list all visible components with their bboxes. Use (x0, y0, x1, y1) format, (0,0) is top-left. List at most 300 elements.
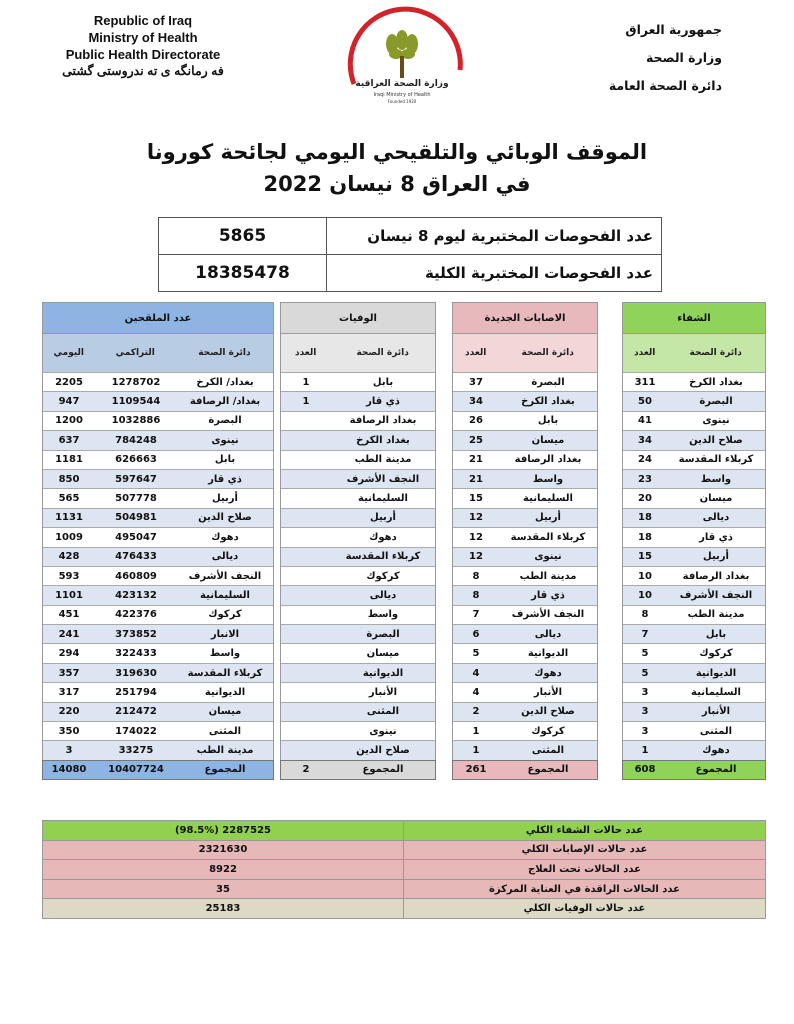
table-row (623, 469, 765, 488)
total-label: المجموع (204, 764, 246, 776)
cell-cumulative: 1109544 (111, 396, 161, 408)
cell-count (281, 644, 331, 662)
cell-count (281, 606, 331, 624)
cell-dept: مدينة الطب (519, 570, 577, 582)
table-row (43, 411, 273, 430)
table-row (623, 585, 765, 604)
cell-dept: بغداد الكرخ (521, 396, 575, 408)
cell-dept: الديوانية (362, 667, 404, 679)
cell-daily: 294 (58, 648, 80, 660)
cell-count: 5 (472, 648, 480, 660)
cell-cumulative: 495047 (115, 531, 157, 543)
cell-cumulative: 33275 (118, 745, 154, 757)
cell-cumulative: 373852 (115, 628, 157, 640)
cell-count: 1 (302, 376, 310, 388)
total-count: 608 (634, 764, 656, 776)
cell-daily: 1131 (55, 512, 83, 524)
cell-dept: صلاح الدين (521, 706, 575, 718)
cell-cumulative: 597647 (115, 473, 157, 485)
cell-daily: 1009 (55, 531, 83, 543)
cell-dept: نينوى (702, 415, 730, 427)
cell-dept: الانبار (210, 628, 240, 640)
cell-cumulative: 784248 (115, 434, 157, 446)
cell-daily: 220 (58, 706, 80, 718)
cell-dept: دهوك (211, 531, 239, 543)
cell-dept: بابل (372, 376, 394, 388)
header-ar-line: جمهورية العراق (625, 22, 722, 37)
cell-count: 311 (634, 376, 656, 388)
table-row (623, 740, 765, 759)
table-row (43, 391, 273, 410)
cell-dept: البصرة (208, 415, 242, 427)
cell-cumulative: 460809 (115, 570, 157, 582)
cell-count: 12 (469, 512, 483, 524)
cell-dept: نينوى (534, 551, 562, 563)
cell-dept: الديوانية (695, 667, 737, 679)
cell-dept: بغداد الكرخ (356, 434, 410, 446)
cell-dept: ذي قار (699, 531, 733, 543)
table-row (43, 585, 273, 604)
cell-count: 23 (638, 473, 652, 485)
table-row (453, 624, 597, 643)
cell-count: 15 (469, 493, 483, 505)
summary-value: 2321630 (43, 840, 404, 860)
summary-row (43, 879, 766, 899)
cell-dept: كركوك (208, 609, 242, 621)
recovery-total (622, 760, 766, 780)
table-row (453, 372, 597, 391)
cell-count: 15 (638, 551, 652, 563)
table-row (43, 450, 273, 469)
cell-count (281, 548, 331, 566)
cell-count: 7 (472, 609, 480, 621)
table-row (281, 508, 435, 527)
cell-dept: صلاح الدين (356, 745, 410, 757)
table-row (281, 469, 435, 488)
cell-dept: الديوانية (527, 648, 569, 660)
cell-dept: الأنبار (533, 686, 563, 698)
cell-dept: واسط (367, 609, 399, 621)
summary-row (43, 821, 766, 841)
col-count: العدد (634, 348, 656, 358)
table-row (453, 527, 597, 546)
total-tests-value: 18385478 (159, 255, 327, 292)
table-row (43, 527, 273, 546)
cell-dept: بغداد الرصافة (349, 415, 417, 427)
table-row (43, 566, 273, 585)
daily-tests-label: عدد الفحوصات المختبرية ليوم 8 نيسان (327, 218, 662, 255)
logo-founded: Founded 1920 (387, 99, 417, 104)
cell-dept: ديالى (534, 628, 562, 640)
header-en-line: Public Health Directorate (65, 47, 221, 62)
recovery-rows (622, 372, 766, 760)
table-row (43, 508, 273, 527)
table-row (43, 372, 273, 391)
summary-label: عدد حالات الإصابات الكلي (404, 840, 766, 860)
vaccinated-title: عدد الملقحين (42, 302, 274, 334)
cell-dept: المثنى (366, 706, 400, 718)
table-row (623, 547, 765, 566)
cell-dept: أربيل (370, 512, 396, 524)
table-row (623, 527, 765, 546)
cell-count: 26 (469, 415, 483, 427)
cell-dept: بابل (705, 628, 727, 640)
cell-count: 1 (472, 745, 480, 757)
deaths-total (280, 760, 436, 780)
cell-dept: المثنى (208, 725, 242, 737)
cell-dept: واسط (700, 473, 732, 485)
table-row (43, 682, 273, 701)
header-ar-line: دائرة الصحة العامة (608, 78, 722, 93)
cell-count: 10 (638, 570, 652, 582)
table-row (43, 605, 273, 624)
cell-dept: ميسان (699, 493, 733, 505)
table-row (623, 488, 765, 507)
cell-dept: المثنى (699, 725, 733, 737)
table-row (623, 682, 765, 701)
cell-count (281, 451, 331, 469)
table-row (453, 740, 597, 759)
deaths-title: الوفيات (280, 302, 436, 334)
cell-dept: كربلاء المقدسة (345, 551, 421, 563)
cell-count (281, 703, 331, 721)
ministry-logo (332, 4, 482, 114)
cell-dept: النجف الأشرف (511, 609, 585, 621)
cell-dept: ديالى (702, 512, 730, 524)
table-row (453, 391, 597, 410)
cell-cumulative: 422376 (115, 609, 157, 621)
summary-value: (98.5%) 2287525 (43, 821, 404, 841)
cell-count: 1 (472, 725, 480, 737)
cell-daily: 1200 (55, 415, 83, 427)
cell-dept: كربلاء المقدسة (187, 667, 263, 679)
cell-count: 12 (469, 531, 483, 543)
table-row (281, 682, 435, 701)
cell-count: 3 (641, 686, 649, 698)
table-row (43, 547, 273, 566)
table-row (453, 547, 597, 566)
cell-dept: ذي قار (208, 473, 242, 485)
cell-dept: نينوى (211, 434, 239, 446)
summary-value: 8922 (43, 860, 404, 880)
cell-count (281, 567, 331, 585)
cell-dept: واسط (532, 473, 564, 485)
total-count: 2 (302, 764, 310, 776)
cell-count: 21 (469, 454, 483, 466)
cell-dept: بغداد الكرخ (689, 376, 743, 388)
cell-count (281, 431, 331, 449)
summary-label: عدد الحالات الراقدة في العناية المركزة (404, 879, 766, 899)
cell-dept: الأنبار (701, 706, 731, 718)
cell-daily: 850 (58, 473, 80, 485)
vaccinated-total (42, 760, 274, 780)
cell-cumulative: 476433 (115, 551, 157, 563)
cell-dept: النجف الأشرف (679, 589, 753, 601)
cell-dept: واسط (209, 648, 241, 660)
total-label: المجموع (362, 764, 404, 776)
cell-dept: المثنى (531, 745, 565, 757)
cell-daily: 593 (58, 570, 80, 582)
cases-total (452, 760, 598, 780)
recovery-title: الشفاء (622, 302, 766, 334)
cell-cumulative: 174022 (115, 725, 157, 737)
col-dept: دائرة الصحة (198, 348, 251, 358)
cases-table (452, 302, 598, 780)
table-row (623, 702, 765, 721)
cell-dept: بغداد الرصافة (682, 570, 750, 582)
cases-title: الاصابات الجديدة (452, 302, 598, 334)
cell-dept: كركوك (366, 570, 400, 582)
header-en-line: Ministry of Health (88, 30, 198, 45)
arabic-header (609, 16, 722, 100)
cell-cumulative: 319630 (115, 667, 157, 679)
cell-dept: كركوك (531, 725, 565, 737)
table-row (453, 450, 597, 469)
cell-cumulative: 1278702 (111, 376, 161, 388)
cell-daily: 357 (58, 667, 80, 679)
cell-daily: 428 (58, 551, 80, 563)
departments-grid (42, 302, 766, 800)
cell-dept: أربيل (212, 493, 238, 505)
cell-count: 20 (638, 493, 652, 505)
vaccinated-rows (42, 372, 274, 760)
cell-cumulative: 423132 (115, 589, 157, 601)
cell-dept: السليمانية (523, 493, 573, 505)
cell-dept: النجف الأشرف (188, 570, 262, 582)
cell-dept: بغداد الرصافة (514, 454, 582, 466)
cell-dept: البصرة (366, 628, 400, 640)
cell-dept: الأنبار (368, 686, 398, 698)
summary-table (42, 820, 766, 919)
cell-daily: 317 (58, 686, 80, 698)
col-count: العدد (294, 348, 317, 358)
header-en-line: Republic of Iraq (93, 13, 193, 28)
summary-value: 25183 (43, 899, 404, 919)
table-row (281, 624, 435, 643)
table-row (281, 488, 435, 507)
cell-dept: بابل (214, 454, 236, 466)
table-row (43, 740, 273, 759)
page-title: الموقف الوبائي والتلقيحي اليومي لجائحة كورونا (146, 140, 648, 164)
cell-count: 34 (638, 434, 652, 446)
cell-dept: كركوك (699, 648, 733, 660)
cell-daily: 947 (58, 396, 80, 408)
cell-count: 5 (641, 648, 649, 660)
table-row (281, 721, 435, 740)
cell-dept: مدينة الطب (354, 454, 412, 466)
table-row (43, 624, 273, 643)
cell-count: 10 (638, 589, 652, 601)
deaths-table (280, 302, 436, 780)
table-row (453, 469, 597, 488)
cell-dept: النجف الأشرف (346, 473, 420, 485)
cell-dept: السليمانية (691, 686, 741, 698)
cell-dept: دهوك (702, 745, 730, 757)
table-row (623, 643, 765, 662)
table-row (453, 508, 597, 527)
vaccinated-table (42, 302, 274, 780)
cell-dept: السليمانية (200, 589, 250, 601)
table-row (43, 663, 273, 682)
total-daily: 14080 (51, 764, 87, 776)
table-row (453, 702, 597, 721)
logo-subtext: Iraqi Ministry of Health (373, 92, 431, 98)
col-dept: دائرة الصحة (356, 348, 409, 358)
cell-count: 24 (638, 454, 652, 466)
table-row (453, 566, 597, 585)
table-row (623, 566, 765, 585)
table-row (281, 605, 435, 624)
table-row (281, 566, 435, 585)
cell-count (281, 528, 331, 546)
table-row (43, 488, 273, 507)
cell-daily: 1181 (55, 454, 83, 466)
cell-count (281, 683, 331, 701)
cell-dept: بابل (537, 415, 559, 427)
summary-row (43, 840, 766, 860)
cell-count: 37 (469, 376, 483, 388)
table-row (623, 372, 765, 391)
cell-dept: ميسان (208, 706, 242, 718)
table-row (43, 643, 273, 662)
table-row (281, 547, 435, 566)
cell-count: 4 (472, 686, 480, 698)
col-dept: دائرة الصحة (689, 348, 742, 358)
table-row (453, 721, 597, 740)
summary-row (43, 899, 766, 919)
table-row (623, 450, 765, 469)
english-header (48, 12, 238, 80)
cell-count: 12 (469, 551, 483, 563)
summary-label: عدد حالات الوفيات الكلي (404, 899, 766, 919)
cell-dept: صلاح الدين (198, 512, 252, 524)
recovery-subheader (622, 334, 766, 372)
col-dept: دائرة الصحة (521, 348, 574, 358)
cell-count: 21 (469, 473, 483, 485)
cell-count: 1 (641, 745, 649, 757)
cell-count: 18 (638, 512, 652, 524)
table-row (43, 721, 273, 740)
cell-count: 41 (638, 415, 652, 427)
cell-count (281, 489, 331, 507)
cell-count: 2 (472, 706, 480, 718)
tests-table (158, 217, 662, 292)
cell-cumulative: 1032886 (111, 415, 161, 427)
table-row (281, 391, 435, 410)
cell-dept: مدينة الطب (196, 745, 254, 757)
cell-count: 5 (641, 667, 649, 679)
cell-count (281, 586, 331, 604)
col-count: العدد (465, 348, 487, 358)
table-row (281, 702, 435, 721)
cell-dept: أربيل (535, 512, 561, 524)
cell-count: 1 (302, 396, 310, 408)
deaths-rows (280, 372, 436, 760)
cell-count (281, 509, 331, 527)
table-row (281, 450, 435, 469)
cell-count: 8 (641, 609, 649, 621)
total-label: المجموع (527, 764, 569, 776)
summary-label: عدد الحالات تحت العلاج (404, 860, 766, 880)
col-daily: اليومي (53, 348, 84, 358)
cell-daily: 241 (58, 628, 80, 640)
cell-dept: كربلاء المقدسة (510, 531, 586, 543)
cell-count (281, 412, 331, 430)
cell-count: 50 (638, 396, 652, 408)
header-ku-line: فه رمانگه ى ته ندروستى گشتى (62, 64, 224, 78)
cell-daily: 2205 (55, 376, 83, 388)
recovery-table (622, 302, 766, 780)
cell-dept: الديوانية (204, 686, 246, 698)
cell-count: 8 (472, 570, 480, 582)
total-cumulative: 10407724 (108, 764, 164, 776)
summary-label: عدد حالات الشفاء الكلي (404, 821, 766, 841)
cell-dept: ذي قار (531, 589, 565, 601)
cell-cumulative: 507778 (115, 493, 157, 505)
summary-value: 35 (43, 879, 404, 899)
logo-text: وزارة الصحة العراقية (355, 79, 449, 89)
table-row (281, 740, 435, 759)
cell-count: 34 (469, 396, 483, 408)
header-ar-line: وزارة الصحة (645, 50, 722, 65)
cell-count (281, 741, 331, 759)
table-row (43, 702, 273, 721)
col-cumulative: التراكمي (115, 348, 155, 358)
cases-subheader (452, 334, 598, 372)
table-row (623, 430, 765, 449)
total-tests-label: عدد الفحوصات المختبرية الكلية (327, 255, 662, 292)
cell-dept: البصرة (699, 396, 733, 408)
cases-rows (452, 372, 598, 760)
cell-cumulative: 212472 (115, 706, 157, 718)
cell-count (281, 722, 331, 740)
summary-row (43, 860, 766, 880)
cell-dept: البصرة (531, 376, 565, 388)
cell-count: 18 (638, 531, 652, 543)
cell-dept: بغداد/ الرصافة (189, 396, 261, 408)
cell-dept: مدينة الطب (687, 609, 745, 621)
cell-dept: ديالى (211, 551, 239, 563)
cell-dept: دهوك (369, 531, 397, 543)
table-row (281, 411, 435, 430)
cell-dept: نينوى (369, 725, 397, 737)
cell-cumulative: 626663 (115, 454, 157, 466)
table-row (623, 605, 765, 624)
table-row (43, 430, 273, 449)
daily-tests-value: 5865 (159, 218, 327, 255)
cell-dept: ذي قار (366, 396, 400, 408)
cell-count (281, 664, 331, 682)
deaths-subheader (280, 334, 436, 372)
cell-dept: صلاح الدين (689, 434, 743, 446)
cell-daily: 565 (58, 493, 80, 505)
vaccinated-subheader (42, 334, 274, 372)
total-label: المجموع (695, 764, 737, 776)
table-row (623, 663, 765, 682)
table-row (453, 682, 597, 701)
table-row (281, 585, 435, 604)
cell-count: 3 (641, 725, 649, 737)
cell-count (281, 470, 331, 488)
cell-count (281, 625, 331, 643)
cell-dept: السليمانية (358, 493, 408, 505)
cell-count: 3 (641, 706, 649, 718)
table-row (453, 605, 597, 624)
cell-daily: 451 (58, 609, 80, 621)
page-date: في العراق 8 نيسان 2022 (263, 172, 531, 196)
table-row (281, 372, 435, 391)
table-row (453, 488, 597, 507)
